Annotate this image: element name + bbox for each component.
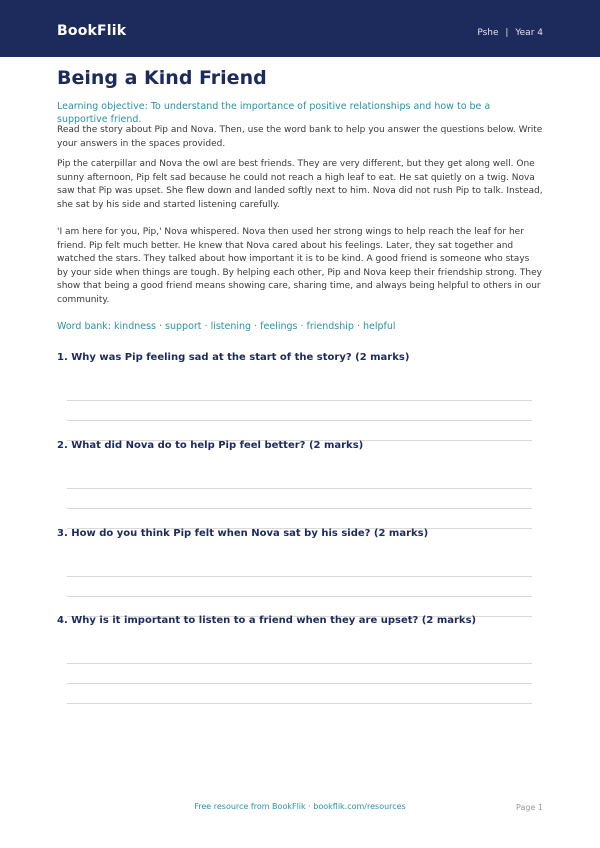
answer-line[interactable] xyxy=(67,703,532,704)
page-title: Being a Kind Friend xyxy=(57,67,267,89)
story-paragraph-2: 'I am here for you, Pip,' Nova whispered. Nova then used her strong wings to help reach the leaf for her friend. Pip felt much better. He knew that Nova cared about his feelings. Later, they sat together and watched the stars. They talked about how important it is to be kind. A good friend is someone who stays by your side when things are tough. By helping each other, Pip and Nova keep their friendship strong. They show that being a good friend means showing care, sharing time, and always being helpful to others in our community. xyxy=(57,227,542,305)
question-1: 1. Why was Pip feeling sad at the start of the story? (2 marks) xyxy=(57,352,410,363)
subject-label: Pshe xyxy=(477,28,499,38)
story-paragraph-1: Pip the caterpillar and Nova the owl are best friends. They are very different, but they get along well. One sunny afternoon, Pip felt sad because he could not reach a high leaf to eat. He sat quietly on a twig. Nova saw that Pip was upset. She flew down and landed softly next to him. Nova did not rush Pip to talk. Instead, she sat by his side and started listening carefully. xyxy=(57,159,543,210)
answer-line[interactable] xyxy=(67,400,532,401)
answer-line[interactable] xyxy=(67,420,532,421)
subject-year xyxy=(477,27,543,39)
word-bank: Word bank: kindness · support · listening · feelings · friendship · helpful xyxy=(57,321,396,332)
year-label: Year 4 xyxy=(515,28,543,38)
learning-objective: Learning objective: To understand the importance of positive relationships and how to be a supportive friend. xyxy=(57,101,491,125)
page-header xyxy=(0,0,600,57)
answer-line[interactable] xyxy=(67,683,532,684)
footer-resource-link[interactable]: Free resource from BookFlik · bookflik.com/resources xyxy=(194,802,406,811)
page-number: Page 1 xyxy=(516,803,543,812)
answer-line[interactable] xyxy=(67,488,532,489)
meta-separator: | xyxy=(505,28,509,38)
question-2: 2. What did Nova do to help Pip feel better? (2 marks) xyxy=(57,440,364,451)
answer-line[interactable] xyxy=(67,576,532,577)
instructions: Read the story about Pip and Nova. Then, use the word bank to help you answer the questions below. Write your answers in the spaces provided. xyxy=(57,125,543,149)
question-3: 3. How do you think Pip felt when Nova sat by his side? (2 marks) xyxy=(57,528,429,539)
question-4: 4. Why is it important to listen to a friend when they are upset? (2 marks) xyxy=(57,615,477,626)
answer-line[interactable] xyxy=(67,508,532,509)
answer-line[interactable] xyxy=(67,596,532,597)
brand-logo: BookFlik xyxy=(57,23,127,39)
answer-line[interactable] xyxy=(67,663,532,664)
